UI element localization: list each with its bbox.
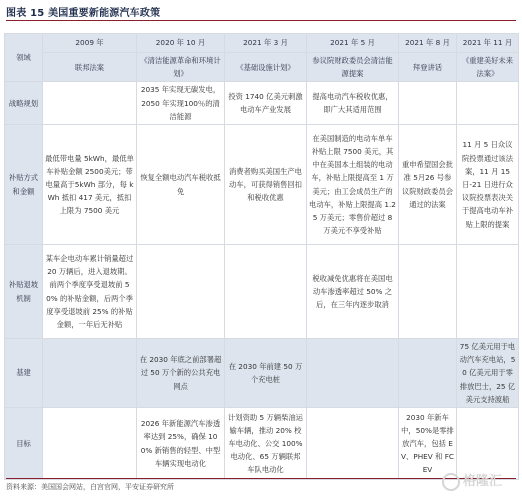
table-cell [137, 245, 225, 339]
table-cell [399, 245, 457, 339]
header-policy: 联邦法案 [43, 53, 137, 82]
table-cell: 税收减免优惠将在美国电动车渗透率超过 50% 之后，在三年内逐步取消 [307, 245, 399, 339]
table-cell [43, 408, 137, 480]
footer-divider [6, 478, 516, 479]
table-cell [399, 82, 457, 125]
table-cell: 2026 年新能源汽车渗透率达到 25%，确保 100% 新销售的轻型、中型车辆实现电动化 [137, 408, 225, 480]
header-year: 2021 年 11 月 [457, 34, 519, 53]
watermark-text: 格隆汇 [462, 474, 502, 489]
table-cell: 最低带电量 5kWh，最低单车补贴金额 2500美元；带电量高于5kWh 部分，每 kWh 抵扣 417 美元，抵扣上限为 7500 美元 [43, 125, 137, 245]
table-cell: 计划资助 5 万辆柴油运输车辆，推动 20% 校车电动化、公交 100% 电动化、65 万辆联邦车队电动化 [225, 408, 307, 480]
table-cell [307, 408, 399, 480]
row-label: 补贴退坡机制 [5, 245, 43, 339]
table-cell [43, 82, 137, 125]
table-cell [43, 339, 137, 408]
table-cell [457, 82, 519, 125]
table-cell: 75 亿美元用于电动汽车充电站，50 亿美元用于零排放巴士，25 亿美元支持渡船 [457, 339, 519, 408]
header-year: 2021 年 3 月 [225, 34, 307, 53]
title-divider [6, 20, 516, 21]
table-row [5, 339, 519, 408]
table-cell: 11 月 5 日众议院投票通过该法案，11 月 15 日-21 日进行众议院投票表决关于提高电动车补贴上限的提案 [457, 125, 519, 245]
header-policy: 《清洁能源革命和环境计划》 [137, 53, 225, 82]
header-policy: 参议院财政委员会清洁能源提案 [307, 53, 399, 82]
header-row-years [5, 34, 519, 53]
table-cell: 2030 年新车中，50%是零排放汽车，包括 EV、PHEV 和 FCEV [399, 408, 457, 480]
table-row [5, 82, 519, 125]
header-year: 2021 年 5 月 [307, 34, 399, 53]
row-label: 目标 [5, 408, 43, 480]
table-cell: 提高电动汽车税收优惠，即广大其适用范围 [307, 82, 399, 125]
header-policy: 《基础设施计划》 [225, 53, 307, 82]
policy-table [4, 33, 519, 480]
table-cell: 重申希望国会批准 5月26 号参议院财政委员会通过的法案 [399, 125, 457, 245]
table-cell: 恢复全额电动汽车税收抵免 [137, 125, 225, 245]
row-label: 补贴方式和金额 [5, 125, 43, 245]
figure-title: 图表 15 美国重要新能源汽车政策 [6, 8, 161, 19]
table-cell: 2035 年实现无碳发电，2050 年实现100％的清洁能源 [137, 82, 225, 125]
table-row [5, 125, 519, 245]
table-cell: 消费者购买美国生产电动车，可获得销售回扣和税收优惠 [225, 125, 307, 245]
header-year: 2009 年 [43, 34, 137, 53]
table-cell [225, 245, 307, 339]
header-row-policies [5, 53, 519, 82]
watermark [442, 470, 502, 491]
source-note: 资料来源：美国国会网站，白宫官网，平安证券研究所 [6, 483, 174, 491]
table-row [5, 408, 519, 480]
row-label: 战略规划 [5, 82, 43, 125]
table-cell [457, 245, 519, 339]
header-policy: 拜登讲话 [399, 53, 457, 82]
table-cell: 某车企电动车累计销量超过 20 万辆后，进入退坡期。前两个季度享受退坡前 50% 的补贴金额，后两个季度享受退坡前 25% 的补贴金额，一年后无补贴 [43, 245, 137, 339]
table-cell: 在美国制造的电动车单车补贴上限 7500 美元，其中在美国本土组装的电动车，补贴上限提高至 1 万美元；由工会成员生产的电动车，补贴上限提高 1.25 万美元；零售价超过 8 万美元不享受补贴 [307, 125, 399, 245]
table-row [5, 245, 519, 339]
header-policy: 《重建美好未来法案》 [457, 53, 519, 82]
table-cell: 在 2030 年前建 50 万个充电桩 [225, 339, 307, 408]
header-domain: 领域 [5, 34, 43, 82]
watermark-logo-icon [442, 473, 460, 491]
header-year: 2021 年 8 月 [399, 34, 457, 53]
table-cell [307, 339, 399, 408]
row-label: 基建 [5, 339, 43, 408]
table-cell: 投资 1740 亿美元刺激电动车产业发展 [225, 82, 307, 125]
header-year: 2020 年 10 月 [137, 34, 225, 53]
table-cell [399, 339, 457, 408]
table-cell [457, 408, 519, 480]
table-cell: 在 2030 年底之前部署超过 50 万个新的公共充电网点 [137, 339, 225, 408]
